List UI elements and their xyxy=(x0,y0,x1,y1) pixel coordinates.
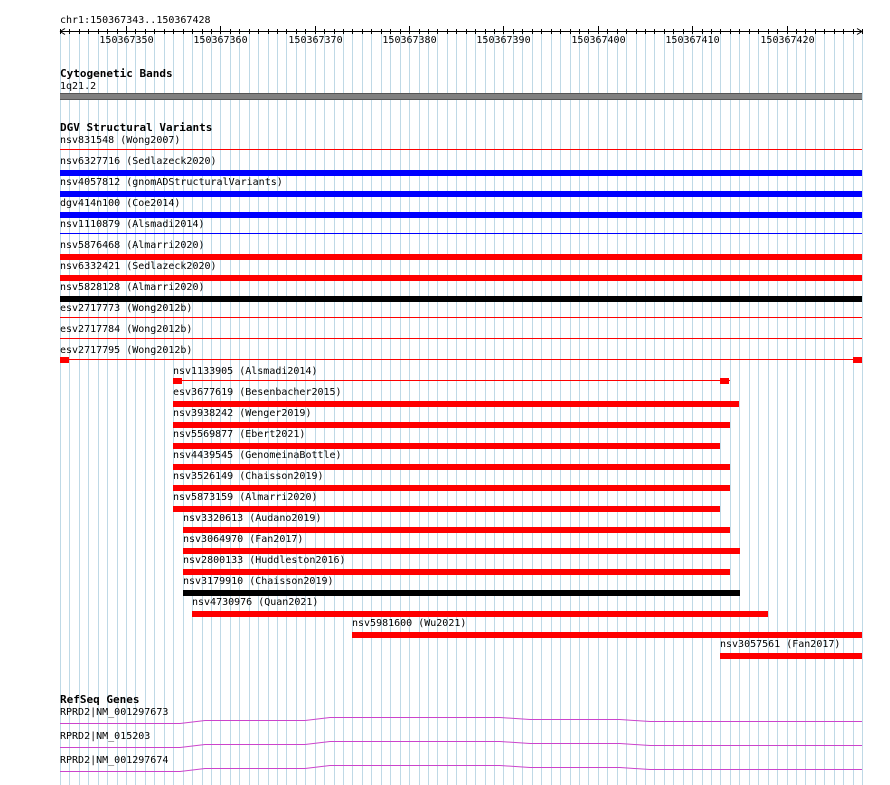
variant-block[interactable] xyxy=(720,378,729,384)
variant-label: nsv3526149 (Chaisson2019) xyxy=(173,471,324,482)
variant-label: esv3677619 (Besenbacher2015) xyxy=(173,387,342,398)
variant-bar[interactable] xyxy=(60,254,862,260)
variant-bar[interactable] xyxy=(720,653,862,659)
ruler-tick-label: 150367360 xyxy=(193,35,248,46)
variant-label: nsv6327716 (Sedlazeck2020) xyxy=(60,156,217,167)
ruler-tick-label: 150367420 xyxy=(760,35,815,46)
variant-bar[interactable] xyxy=(173,464,730,470)
ruler-tick-label: 150367390 xyxy=(476,35,531,46)
variant-bar[interactable] xyxy=(183,569,730,575)
variant-bar[interactable] xyxy=(60,170,862,176)
variant-bar[interactable] xyxy=(173,422,730,428)
variant-bar[interactable] xyxy=(352,632,862,638)
variant-label: nsv5569877 (Ebert2021) xyxy=(173,429,306,440)
variant-bar[interactable] xyxy=(60,212,862,218)
variant-block[interactable] xyxy=(853,357,862,363)
variant-label: nsv3320613 (Audano2019) xyxy=(183,513,322,524)
location-label: chr1:150367343..150367428 xyxy=(60,15,211,26)
variant-line[interactable] xyxy=(60,338,862,339)
gene-label: RPRD2|NM_001297673 xyxy=(60,707,169,718)
cytogenetic-bands-title: Cytogenetic Bands xyxy=(60,67,173,80)
variant-bar[interactable] xyxy=(173,485,730,491)
variant-bar[interactable] xyxy=(173,401,739,407)
variant-label: nsv3179910 (Chaisson2019) xyxy=(183,576,334,587)
variant-label: nsv5873159 (Almarri2020) xyxy=(173,492,318,503)
ruler-tick-label: 150367410 xyxy=(665,35,720,46)
variant-label: nsv831548 (Wong2007) xyxy=(60,135,181,146)
variant-line[interactable] xyxy=(60,233,862,234)
variant-line[interactable] xyxy=(60,149,862,150)
variant-label: nsv1110879 (Alsmadi2014) xyxy=(60,219,205,230)
dgv-track-title: DGV Structural Variants xyxy=(60,121,213,134)
variant-bar[interactable] xyxy=(183,590,740,596)
variant-bar[interactable] xyxy=(60,296,862,302)
refseq-track-title: RefSeq Genes xyxy=(60,693,140,706)
variant-label: nsv4057812 (gnomADStructuralVariants) xyxy=(60,177,283,188)
variant-bar[interactable] xyxy=(60,275,862,281)
ruler-tick-label: 150367400 xyxy=(571,35,626,46)
variant-label: nsv4439545 (GenomeinaBottle) xyxy=(173,450,342,461)
variant-block[interactable] xyxy=(173,378,182,384)
cyto-band-label: 1q21.2 xyxy=(60,81,97,92)
gene-label: RPRD2|NM_015203 xyxy=(60,731,151,742)
variant-label: dgv414n100 (Coe2014) xyxy=(60,198,181,209)
variant-bar[interactable] xyxy=(192,611,768,617)
variant-label: nsv3938242 (Wenger2019) xyxy=(173,408,312,419)
gene-line xyxy=(60,742,862,748)
variant-label: esv2717795 (Wong2012b) xyxy=(60,345,193,356)
variant-label: nsv5828128 (Almarri2020) xyxy=(60,282,205,293)
variant-bar[interactable] xyxy=(173,506,720,512)
variant-block[interactable] xyxy=(60,357,69,363)
variant-label: nsv2800133 (Huddleston2016) xyxy=(183,555,346,566)
gene-label: RPRD2|NM_001297674 xyxy=(60,755,169,766)
variant-bar[interactable] xyxy=(60,191,862,197)
ruler-tick-label: 150367370 xyxy=(288,35,343,46)
variant-bar[interactable] xyxy=(183,548,740,554)
variant-label: nsv5876468 (Almarri2020) xyxy=(60,240,205,251)
variant-label: esv2717784 (Wong2012b) xyxy=(60,324,193,335)
variant-line[interactable] xyxy=(60,359,862,360)
variant-bar[interactable] xyxy=(173,443,720,449)
variant-label: nsv5981600 (Wu2021) xyxy=(352,618,467,629)
variant-line[interactable] xyxy=(173,380,730,381)
variant-bar[interactable] xyxy=(183,527,730,533)
variant-label: esv2717773 (Wong2012b) xyxy=(60,303,193,314)
ruler-tick-label: 150367350 xyxy=(99,35,154,46)
gene-line xyxy=(60,718,862,724)
gene-model[interactable] xyxy=(0,739,890,751)
gene-line xyxy=(60,766,862,772)
ruler-tick-label: 150367380 xyxy=(382,35,437,46)
variant-label: nsv3057561 (Fan2017) xyxy=(720,639,841,650)
variant-label: nsv1133905 (Alsmadi2014) xyxy=(173,366,318,377)
variant-line[interactable] xyxy=(60,317,862,318)
variant-label: nsv3064970 (Fan2017) xyxy=(183,534,304,545)
gene-model[interactable] xyxy=(0,715,890,727)
variant-label: nsv6332421 (Sedlazeck2020) xyxy=(60,261,217,272)
cyto-band-bar[interactable] xyxy=(60,93,862,100)
gene-model[interactable] xyxy=(0,763,890,775)
variant-label: nsv4730976 (Quan2021) xyxy=(192,597,319,608)
